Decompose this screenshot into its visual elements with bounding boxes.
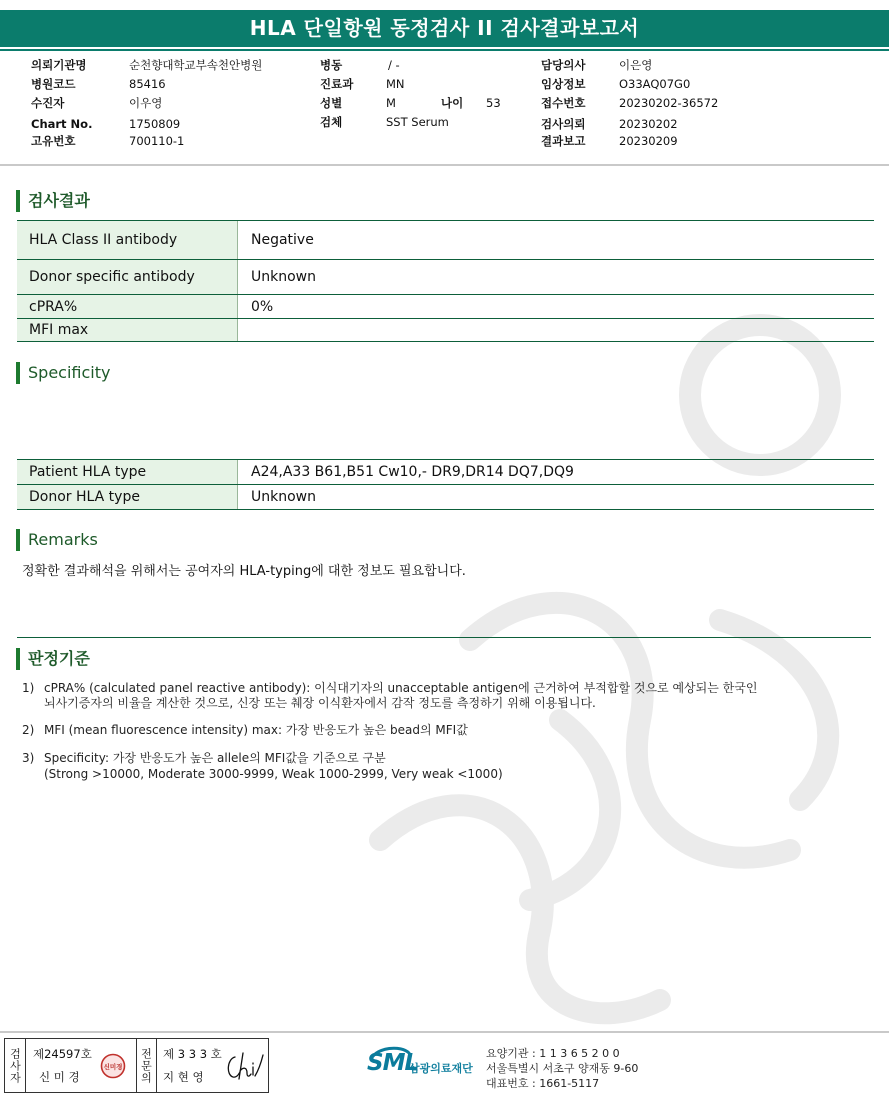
criteria-line: (Strong >10000, Moderate 3000-9999, Weak 1000-2999, Very weak <1000)	[44, 767, 503, 781]
examiner-seal-text: 신미경	[103, 1063, 123, 1071]
table-row	[17, 319, 874, 342]
hla-value: Unknown	[251, 489, 316, 505]
criteria-number: 1)	[22, 681, 35, 695]
examiner-seal-icon	[100, 1053, 126, 1079]
report-title: HLA 단일항원 동정검사 II 검사결과보고서	[0, 10, 889, 47]
results-section-title: 검사결과	[16, 190, 90, 212]
unique-label: 고유번호	[31, 134, 76, 148]
specimen-label: 검체	[320, 115, 343, 129]
hla-label: Donor HLA type	[17, 485, 238, 509]
clinical-label: 임상정보	[541, 77, 586, 91]
unique-value: 700110-1	[129, 134, 185, 148]
criteria-number: 2)	[22, 723, 35, 737]
table-row	[17, 485, 874, 510]
hospital-code-label: 병원코드	[31, 77, 76, 91]
remarks-text: 정확한 결과해석을 위해서는 공여자의 HLA-typing에 대한 정보도 필요합니다.	[22, 564, 466, 579]
chart-label: Chart No.	[31, 117, 93, 131]
header-separator	[0, 164, 889, 166]
report-label: 결과보고	[541, 134, 586, 148]
result-label: cPRA%	[17, 295, 238, 318]
sex-value: M	[386, 96, 396, 110]
criteria-line: cPRA% (calculated panel reactive antibody): 이식대기자의 unacceptable antigen에 근거하여 부적합할 것으로 예상되는 한국인	[44, 681, 758, 695]
chart-value: 1750809	[129, 117, 181, 131]
result-value	[238, 319, 874, 341]
doctor-value: 이은영	[619, 58, 653, 72]
dept-label: 진료과	[320, 77, 354, 91]
criteria-number: 3)	[22, 751, 35, 765]
results-table	[17, 221, 874, 342]
table-row	[17, 295, 874, 319]
criteria-divider	[17, 637, 871, 638]
footer-separator	[0, 1031, 889, 1033]
institution-label: 의뢰기관명	[31, 58, 87, 72]
age-value: 53	[486, 96, 501, 110]
doctor-label: 담당의사	[541, 58, 586, 72]
result-label: MFI max	[17, 319, 238, 341]
result-label: HLA Class II antibody	[17, 221, 238, 259]
criteria-line: Specificity: 가장 반응도가 높은 allele의 MFI값을 기준으로 구분	[44, 751, 386, 765]
sml-foundation-name: 삼광의료재단	[409, 1062, 473, 1075]
institution-value: 순천향대학교부속천안병원	[129, 58, 263, 72]
lab-info	[486, 1046, 638, 1091]
sml-logo-text: SML	[367, 1050, 419, 1076]
report-value: 20230209	[619, 134, 678, 148]
criteria-line: 뇌사기증자의 비율을 계산한 것으로, 신장 또는 췌장 이식환자에서 감작 정도를 측정하기 위해 이용됩니다.	[44, 696, 596, 710]
signature-icon	[223, 1049, 265, 1083]
remarks-section-title: Remarks	[16, 529, 98, 551]
lab-code: 요양기관 : 1 1 3 6 5 2 0 0	[486, 1047, 620, 1060]
result-value: 0%	[251, 298, 274, 315]
lab-address: 서울특별시 서초구 양재동 9-60	[486, 1062, 639, 1075]
lab-phone: 대표번호 : 1661-5117	[486, 1077, 600, 1090]
clinical-value: O33AQ07G0	[619, 77, 691, 91]
table-row	[17, 221, 874, 260]
signature-box	[4, 1038, 269, 1093]
result-value: Unknown	[251, 269, 316, 285]
request-value: 20230202	[619, 117, 678, 131]
receipt-label: 접수번호	[541, 96, 586, 110]
age-label: 나이	[441, 96, 464, 110]
hla-label: Patient HLA type	[17, 460, 238, 484]
table-row	[17, 460, 874, 485]
confirmer-label	[136, 1039, 157, 1092]
receipt-value: 20230202-36572	[619, 96, 719, 110]
specificity-table	[17, 460, 874, 510]
ward-value: / -	[388, 58, 400, 72]
specimen-value: SST Serum	[386, 115, 449, 129]
recipient-label: 수진자	[31, 96, 65, 110]
specificity-section-title: Specificity	[16, 362, 110, 384]
result-label: Donor specific antibody	[17, 260, 238, 294]
confirmer-number: 제 3 3 3 호	[163, 1047, 222, 1061]
hospital-code-value: 85416	[129, 77, 166, 91]
table-row	[17, 260, 874, 295]
criteria-line: MFI (mean fluorescence intensity) max: 가장 반응도가 높은 bead의 MFI값	[44, 723, 468, 737]
examiner-label-text: 검사자	[8, 1047, 22, 1084]
examiner-number: 제24597호	[33, 1047, 92, 1061]
sex-label: 성별	[320, 96, 343, 110]
ward-label: 병동	[320, 58, 343, 72]
result-value: Negative	[251, 232, 314, 248]
criteria-section-title: 판정기준	[16, 648, 90, 670]
dept-value: MN	[386, 77, 405, 91]
confirmer-label-text: 전문의	[139, 1047, 153, 1084]
examiner-name: 신 미 경	[39, 1070, 80, 1084]
title-underline	[0, 49, 889, 51]
recipient-value: 이우영	[129, 96, 163, 110]
confirmer-name: 지 현 영	[163, 1070, 204, 1084]
request-label: 검사의뢰	[541, 117, 586, 131]
examiner-label	[5, 1039, 26, 1092]
hla-value: A24,A33 B61,B51 Cw10,- DR9,DR14 DQ7,DQ9	[251, 464, 574, 480]
